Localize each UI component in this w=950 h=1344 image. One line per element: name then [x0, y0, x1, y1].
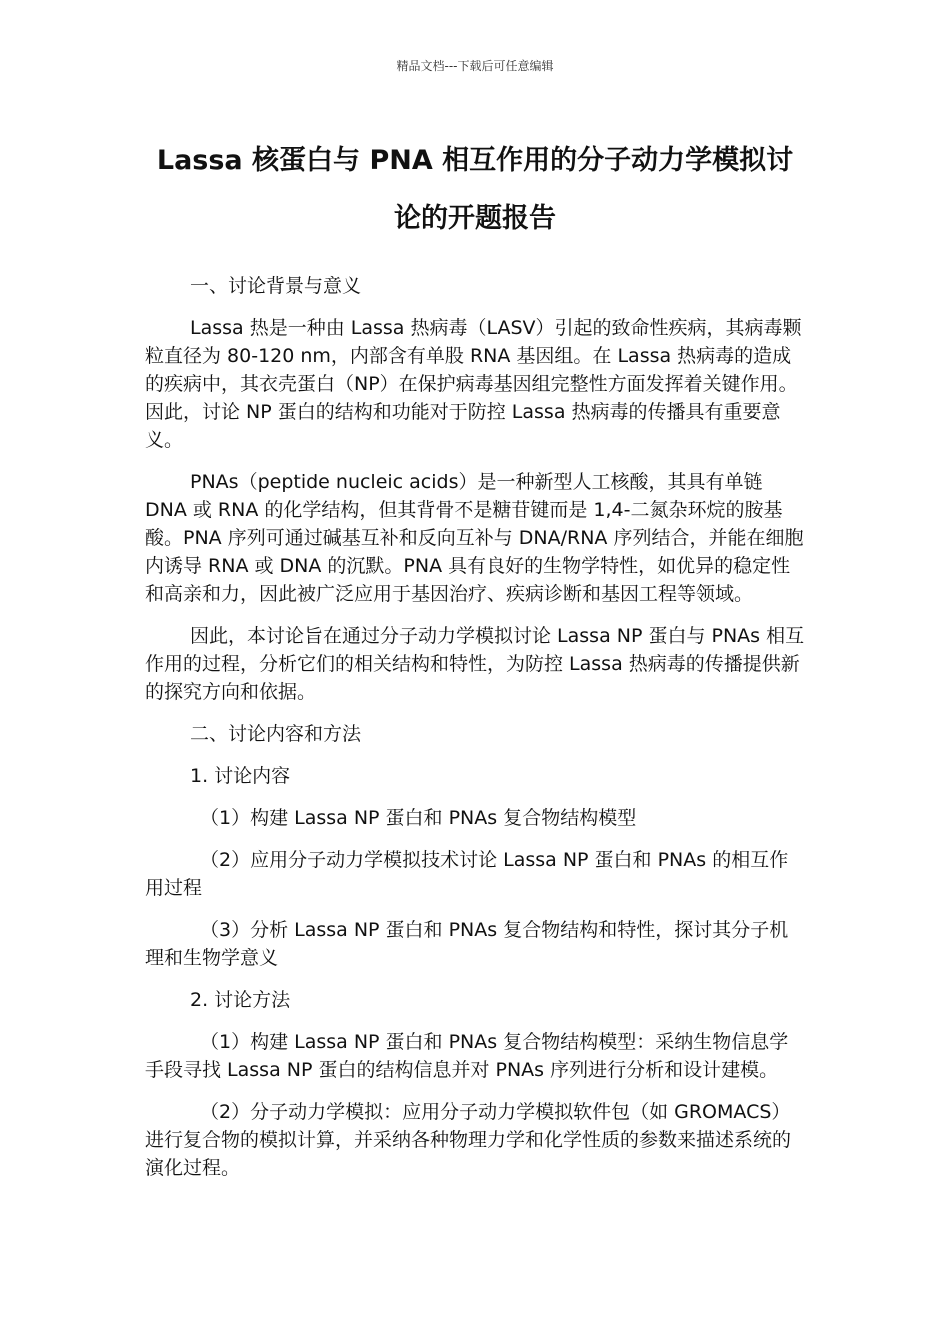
- document-body: [145, 272, 807, 1196]
- background-paragraph-3: 因此，本讨论旨在通过分子动力学模拟讨论 Lassa NP 蛋白与 PNAs 相互作用的过程，分析它们的相关结构和特性，为防控 Lassa 热病毒的传播提供新的探究方向和依据。: [145, 625, 805, 703]
- background-paragraph-1: Lassa 热是一种由 Lassa 热病毒（LASV）引起的致命性疾病，其病毒颗粒直径为 80-120 nm，内部含有单股 RNA 基因组。在 Lassa 热病毒的造成的疾病中，其衣壳蛋白（NP）在保护病毒基因组完整性方面发挥着关键作用。因此，讨论 NP 蛋白的结构和功能对于防控 Lassa 热病毒的传播具有重要意义。: [145, 317, 802, 451]
- method-item-2: （2）分子动力学模拟：应用分子动力学模拟软件包（如 GROMACS）进行复合物的模拟计算，并采纳各种物理力学和化学性质的参数来描述系统的演化过程。: [145, 1101, 792, 1179]
- header-note: 精品文档---下载后可任意编辑: [396, 59, 554, 73]
- content-item-1: （1）构建 Lassa NP 蛋白和 PNAs 复合物结构模型: [200, 807, 637, 829]
- content-subheading: 1. 讨论内容: [190, 765, 291, 787]
- background-paragraph-2: PNAs（peptide nucleic acids）是一种新型人工核酸，其具有单链 DNA 或 RNA 的化学结构，但其背骨不是糖苷键而是 1,4-二氮杂环烷的胺基酸。PNA 序列可通过碱基互补和反向互补与 DNA/RNA 序列结合，并能在细胞内诱导 RNA 或 DNA 的沉默。PNA 具有良好的生物学特性，如优异的稳定性和高亲和力，因此被广泛应用于基因治疗、疾病诊断和基因工程等领域。: [145, 471, 804, 605]
- title-line-1: Lassa 核蛋白与 PNA 相互作用的分子动力学模拟讨: [156, 145, 794, 176]
- method-subheading: 2. 讨论方法: [190, 989, 291, 1011]
- method-item-1: （1）构建 Lassa NP 蛋白和 PNAs 复合物结构模型：采纳生物信息学手段寻找 Lassa NP 蛋白的结构信息并对 PNAs 序列进行分析和设计建模。: [145, 1031, 789, 1081]
- section-2-heading: 二、讨论内容和方法: [190, 723, 362, 745]
- document-title: [145, 132, 805, 248]
- content-item-2: （2）应用分子动力学模拟技术讨论 Lassa NP 蛋白和 PNAs 的相互作用过程: [145, 849, 789, 899]
- section-1-heading: 一、讨论背景与意义: [190, 275, 362, 297]
- title-line-2: 论的开题报告: [394, 203, 556, 234]
- content-item-3: （3）分析 Lassa NP 蛋白和 PNAs 复合物结构和特性，探讨其分子机理和生物学意义: [145, 919, 789, 969]
